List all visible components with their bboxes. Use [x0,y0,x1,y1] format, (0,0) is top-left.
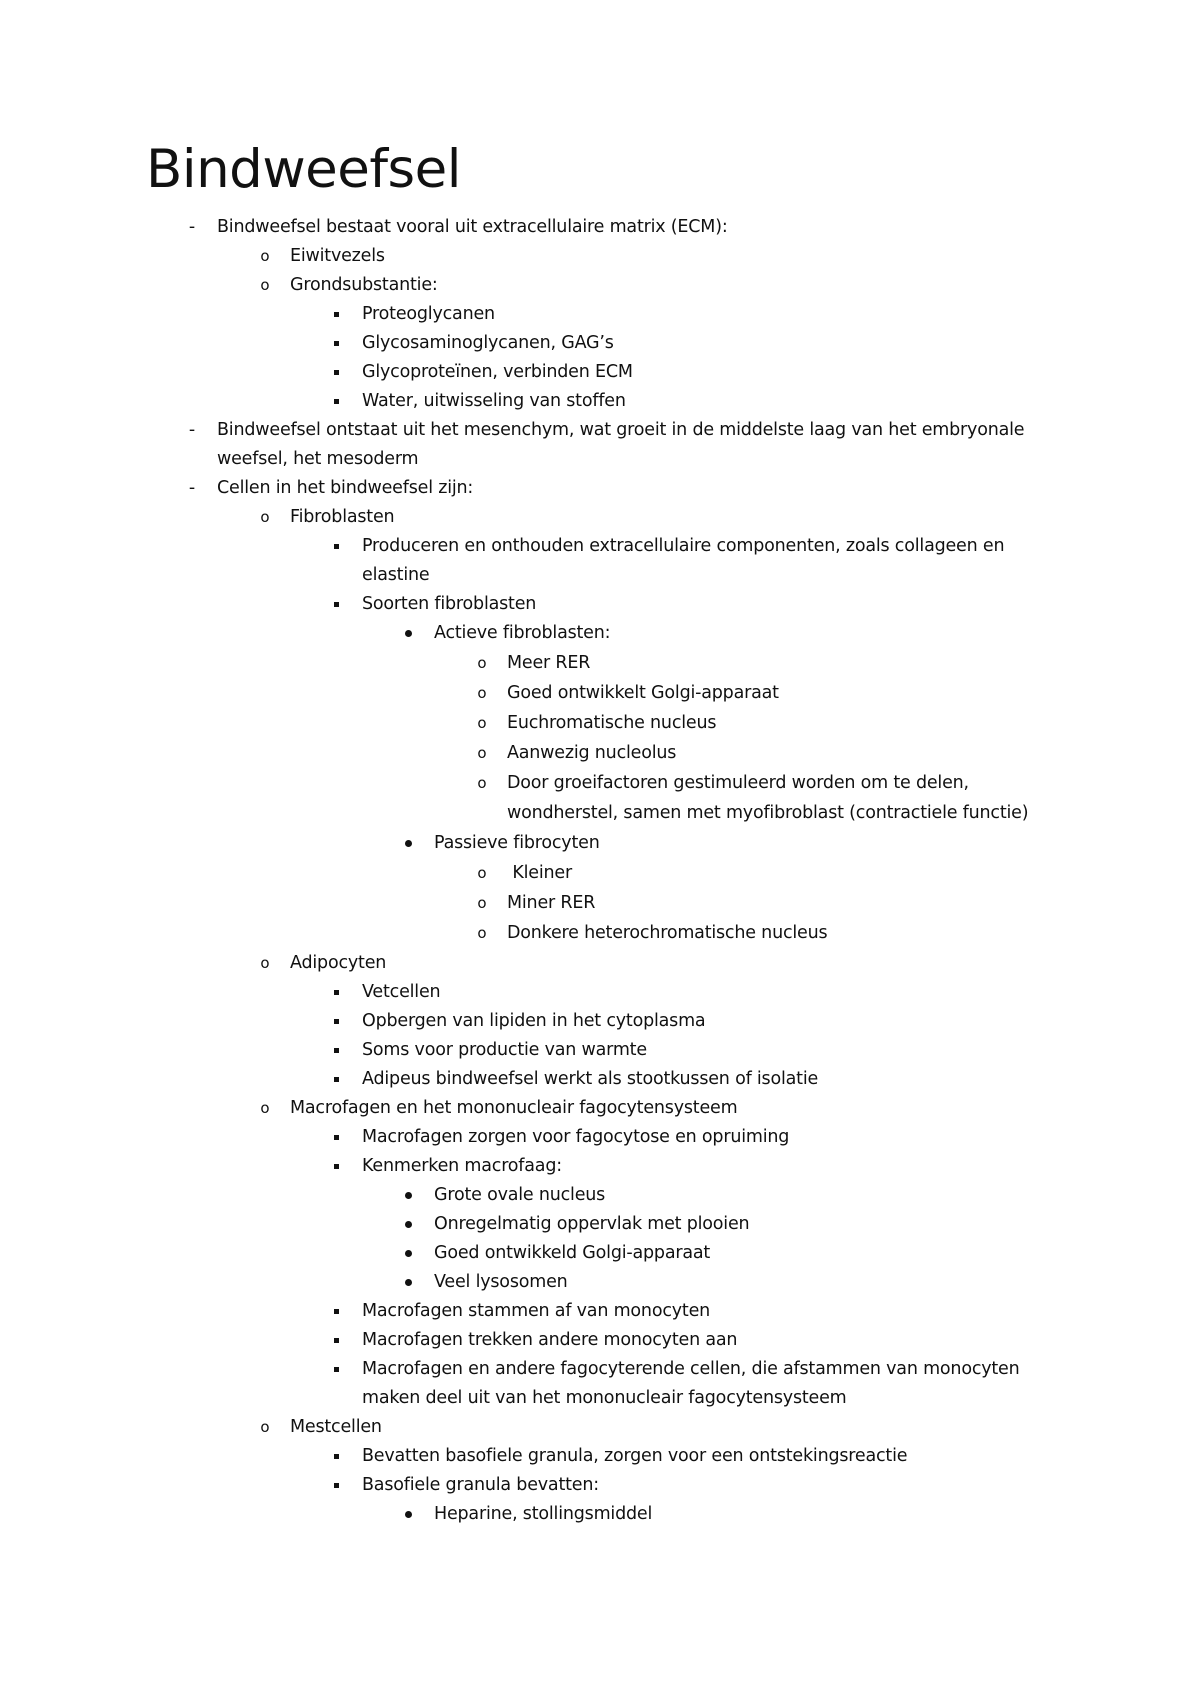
list-item-text: Cellen in het bindweefsel zijn: [217,478,474,498]
list-item-text: Actieve fibroblasten: [434,623,611,643]
square-bullet-icon [327,1296,347,1326]
circle-bullet-marker: o [260,954,270,972]
square-bullet-icon [327,1325,347,1355]
circle-bullet-marker: o [477,924,487,942]
list-item-text: Donkere heterochromatische nucleus [507,923,828,943]
list-item-text: Vetcellen [362,982,441,1002]
list-item-text: Aanwezig nucleolus [507,743,677,763]
list-item-text: Adipocyten [290,953,387,973]
circle-bullet-marker: o [477,894,487,912]
list-item-text: Fibroblasten [290,507,395,527]
round-bullet-icon [399,1499,419,1529]
circle-bullet-marker: o [477,864,487,882]
circle-bullet-marker: o [477,654,487,672]
list-item-text: elastine [362,565,430,585]
list-item-text: Glycoproteïnen, verbinden ECM [362,362,633,382]
square-bullet-icon [327,1151,347,1181]
square-bullet-icon [327,1122,347,1152]
round-bullet-icon [399,828,419,858]
list-item-text: Bindweefsel ontstaat uit het mesenchym, wat groeit in de middelste laag van het embryonale [217,420,1025,440]
list-item-text: Macrofagen stammen af van monocyten [362,1301,711,1321]
round-bullet-icon [399,1267,419,1297]
list-item-text: Mestcellen [290,1417,382,1437]
list-item-text: wondherstel, samen met myofibroblast (contractiele functie) [507,803,1029,823]
round-bullet-icon [399,1209,419,1239]
list-item-text: Kleiner [507,863,572,883]
list-item-text: Door groeifactoren gestimuleerd worden om te delen, [507,773,969,793]
list-item-text: Heparine, stollingsmiddel [434,1504,653,1524]
square-bullet-icon [327,589,347,619]
square-bullet-icon [327,1441,347,1471]
square-bullet-icon [327,328,347,358]
list-item-text: Adipeus bindweefsel werkt als stootkussen of isolatie [362,1069,819,1089]
list-item-text: Grote ovale nucleus [434,1185,606,1205]
square-bullet-icon [327,977,347,1007]
list-item-text: Water, uitwisseling van stoffen [362,391,626,411]
circle-bullet-marker: o [477,774,487,792]
list-item-text: Opbergen van lipiden in het cytoplasma [362,1011,706,1031]
list-item-text: Kenmerken macrofaag: [362,1156,562,1176]
square-bullet-icon [327,1064,347,1094]
dash-bullet-marker: - [188,478,196,498]
circle-bullet-marker: o [260,1418,270,1436]
list-item-text: Grondsubstantie: [290,275,438,295]
list-item-text: Soms voor productie van warmte [362,1040,647,1060]
round-bullet-icon [399,618,419,648]
circle-bullet-marker: o [260,508,270,526]
circle-bullet-marker: o [260,1099,270,1117]
list-item-text: Veel lysosomen [434,1272,568,1292]
list-item-text: Euchromatische nucleus [507,713,717,733]
dash-bullet-marker: - [188,217,196,237]
square-bullet-icon [327,531,347,561]
list-item-text: Miner RER [507,893,596,913]
list-item-text: Goed ontwikkelt Golgi-apparaat [507,683,779,703]
square-bullet-icon [327,299,347,329]
list-item-text: maken deel uit van het mononucleair fagocytensysteem [362,1388,847,1408]
list-item-text: Macrofagen en het mononucleair fagocytensysteem [290,1098,738,1118]
list-item-text: Glycosaminoglycanen, GAG’s [362,333,614,353]
square-bullet-icon [327,357,347,387]
circle-bullet-marker: o [260,247,270,265]
list-item-text: Eiwitvezels [290,246,385,266]
list-item-text: weefsel, het mesoderm [217,449,419,469]
document-title: Bindweefsel [146,139,461,200]
list-item-text: Produceren en onthouden extracellulaire componenten, zoals collageen en [362,536,1005,556]
list-item-text: Onregelmatig oppervlak met plooien [434,1214,750,1234]
list-item-text: Bevatten basofiele granula, zorgen voor een ontstekingsreactie [362,1446,908,1466]
list-item-text: Soorten fibroblasten [362,594,537,614]
circle-bullet-marker: o [477,744,487,762]
square-bullet-icon [327,386,347,416]
list-item-text: Proteoglycanen [362,304,495,324]
list-item-text: Macrofagen en andere fagocyterende cellen, die afstammen van monocyten [362,1359,1020,1379]
circle-bullet-marker: o [477,684,487,702]
list-item-text: Passieve fibrocyten [434,833,600,853]
list-item-text: Goed ontwikkeld Golgi-apparaat [434,1243,711,1263]
round-bullet-icon [399,1180,419,1210]
list-item-text: Macrofagen trekken andere monocyten aan [362,1330,738,1350]
circle-bullet-marker: o [260,276,270,294]
list-item-text: Basofiele granula bevatten: [362,1475,599,1495]
list-item-text: Bindweefsel bestaat vooral uit extracellulaire matrix (ECM): [217,217,728,237]
list-item-text: Macrofagen zorgen voor fagocytose en opruiming [362,1127,790,1147]
square-bullet-icon [327,1035,347,1065]
square-bullet-icon [327,1354,347,1384]
round-bullet-icon [399,1238,419,1268]
dash-bullet-marker: - [188,420,196,440]
square-bullet-icon [327,1006,347,1036]
circle-bullet-marker: o [477,714,487,732]
list-item-text: Meer RER [507,653,591,673]
square-bullet-icon [327,1470,347,1500]
